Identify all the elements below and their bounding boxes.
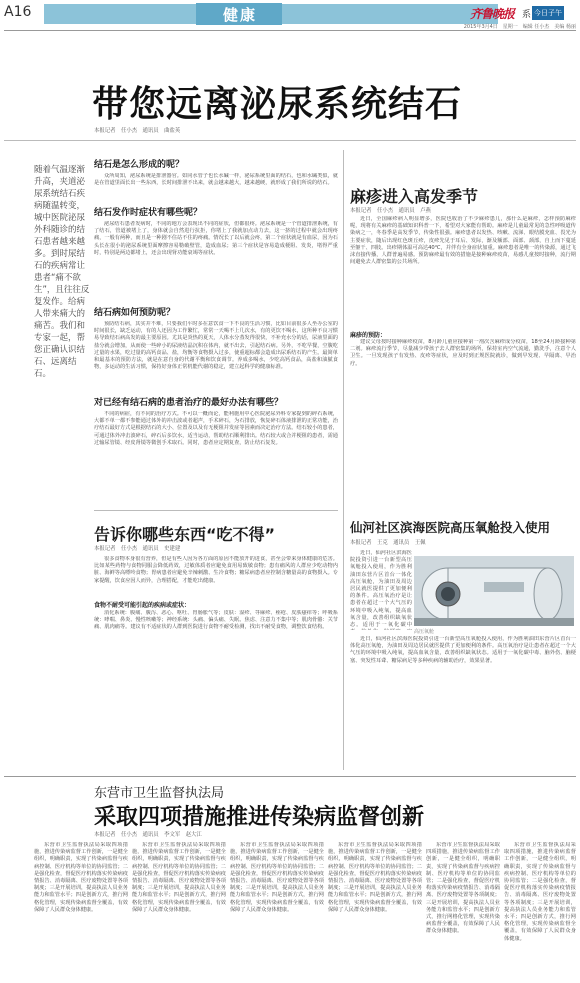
hbo-photo-label: 高压氧舱 <box>414 629 435 635</box>
food-text-2: 消化系统：腹痛、腹泻、恶心、呕吐、胃肠胀气等；皮肤：湿疹、荨麻疹、痤疮、皮肤瘙痒等；呼吸系统：哮喘、鼻炎、慢性咳嗽等；神经系统：头痛、偏头痛、失眠、焦虑、注意力不集中等；肌肉骨骼：关节痛、肌肉痛等。建议有不适症状的人群到医院进行食物不耐受检测，找出不耐受食物，调整饮食结构。 <box>94 610 338 631</box>
inspection-col-1: 东营市卫生监督执法局采取四项措施，推进传染病监督工作创新，一是健全组织，明确职责，实现了传染病监督与疾病控制、医疗机构等单位的协同监管；二是强化检查，督促医疗机构落实传染病疫情报告、消毒隔离、医疗废物处置等各项制度；三是开展培训，提高执法人员业务能力和监管水平；四是创新方式，推行网格化管理，实现传染病监督全覆盖，有效保障了人民群众身体健康。 <box>34 842 128 913</box>
main-text-4: 不同的病症，有不同的治疗方式。不可以一概而论，能利施用中心医院泌尿外科专家提到的碎石系统，大都不单一都不参能通过体外的冲击波或者超声，手术碎石，为石排放，恢复碎石体液排泄的正常功能，治疗结石最好方式是根据结石的大小、位置及以及有无梗阻并发症等因素而决定治疗方法。结石较小的患者，可通过体外冲击波碎石，碎石后多饮水，适当运动，帮助结石顺利排出。结石较大或合并梗阻的患者，需通过输尿管镜、经皮肾镜等微创手术取石。同时，患者应定期复查，防止结石复发。 <box>94 411 338 446</box>
main-byline: 本报记者 任小杰 通讯员 曲盐英 <box>94 128 181 134</box>
measles-text: 近日，全国麻疹病人明显增多，医院也收治了不少麻疹患儿，那什么是麻疹，怎样预防麻疹呢，现将有关麻疹的基础知识科普一下，希望对大家能有帮助。麻疹是儿童最常见的急性呼吸道传染病之一，冬春季是高发季节，传染性很强。麻疹患者以发热、咳嗽、流涕、眼结膜充血、畏光为主要症状，随后出现红色斑丘疹，皮疹先见于耳后、发际，渐及额部、面部、颈部，自上而下蔓延至躯干、四肢。出疹期体温可高达40℃，并伴有全身症状加重。麻疹患者是唯一的传染源，通过飞沫直接传播，人群普遍易感。预防麻疹最有效的措施是接种麻疹疫苗，易感儿童按时接种，流行期间避免去人群密集的公共场所。 <box>350 216 576 266</box>
measles-headline: 麻疹进入高发季节 <box>350 187 479 206</box>
bottom-rule <box>4 776 576 777</box>
inspection-col-2: 东营市卫生监督执法局采取四项措施，推进传染病监督工作创新，一是健全组织，明确职责，实现了传染病监督与疾病控制、医疗机构等单位的协同监管；二是强化检查，督促医疗机构落实传染病疫情报告、消毒隔离、医疗废物处置等各项制度；三是开展培训，提高执法人员业务能力和监管水平；四是创新方式，推行网格化管理，实现传染病监督全覆盖，有效保障了人民群众身体健康。 <box>132 842 226 913</box>
hbo-text-bottom: 近日，仙河社区滨海医院投资引进一台新型高压氧舱投入使用，作为胜利油田东营片区首台一体化高压氧舱，为油田及周边居民就医提供了更加便利的条件。高压氧治疗是让患者在超过一个大气压的环境中吸入纯氧，提高血氧含量，改善组织缺氧状态。适用于一氧化碳中毒、脑外伤、脑梗塞、突发性耳聋、糖尿病足等多种疾病的辅助治疗，效果显著。 <box>350 636 576 664</box>
hbo-photo <box>414 556 574 626</box>
measles-byline: 本报记者 任小杰 通讯员 卢燕 <box>350 208 431 214</box>
brand-suffix: 系 <box>522 10 532 20</box>
section-name: 健康 <box>222 6 257 24</box>
inspection-byline: 本报记者 任小杰 通讯员 李文军 赵大江 <box>94 832 202 838</box>
food-text: 很多食物本身很有营养，但是有些人因为各方面的原因不能放开的进食，甚至会带来身体健康的危害。比如某些药物与食物同服会降低药效，过敏体质者应避免食用易致敏食物；患有痛风的人群应少吃动物内脏、海鲜等高嘌呤食物；胃病患者应避免辛辣刺激、生冷食物；糖尿病患者应控制含糖量高的食物摄入。专家提醒，饮食应因人而异，合理搭配，才能吃出健康。 <box>94 556 338 584</box>
hbo-headline: 仙河社区滨海医院高压氧舱投入使用 <box>350 520 551 535</box>
main-text-1: 众所周知，泌尿系统是排泄器官。如同水管子也长水碱一样，泌尿系统里面的结石，也和水碱类似，就是在管道里面长出一些东西，长时间排泄不出来，就会越来越大，越来越硬，就形成了我们所说的结石。 <box>94 173 338 187</box>
main-headline: 带您远离泌尿系统结石 <box>92 84 463 125</box>
inspection-col-3: 东营市卫生监督执法局采取四项措施，推进传染病监督工作创新，一是健全组织，明确职责，实现了传染病监督与疾病控制、医疗机构等单位的协同监管；二是强化检查，督促医疗机构落实传染病疫情报告、消毒隔离、医疗废物处置等各项制度；三是开展培训，提高执法人员业务能力和监管水平；四是创新方式，推行网格化管理，实现传染病监督全覆盖，有效保障了人民群众身体健康。 <box>230 842 324 913</box>
main-sub-3: 结石病如何预防呢？ <box>94 308 176 318</box>
inspection-headline: 采取四项措施推进传染病监督创新 <box>94 805 425 830</box>
measles-sub-text: 建议父母按时接种麻疹疫苗，8月龄儿童应接种第一剂次含麻疹成分疫苗，18至24月龄接种第二剂。麻疹流行季节，尽量减少带孩子去人群密集的场所，保持室内空气流通，勤洗手，注意个人卫生。一旦发现孩子有发热、皮疹等症状，应及时到正规医院就诊，做到早发现、早隔离、早治疗。 <box>350 339 576 367</box>
column-divider <box>343 150 344 770</box>
brand-name: 齐鲁晚报 <box>470 7 515 21</box>
main-sub-1: 结石是怎么形成的呢？ <box>94 160 185 170</box>
hbo-text-left: 近日，仙河社区滨海医院投资引进一台新型高压氧舱投入使用，作为胜利油田东营片区首台一体化高压氧舱，为油田及周边居民就医提供了更加便利的条件。高压氧治疗是让患者在超过一个大气压的环境中吸入纯氧，提高血氧含量，改善组织缺氧状态。适用于一氧化碳中 <box>350 550 412 629</box>
header-rule <box>4 30 576 31</box>
food-headline: 告诉你哪些东西“吃不得” <box>94 525 276 544</box>
page-header <box>0 0 580 30</box>
inspection-kicker: 东营市卫生监督执法局 <box>94 786 225 801</box>
main-text-2: 泌尿结石患者发病时，不同的地方会表现出不同的症状，但都很疼。泌尿系统是一个管道排泄系统，有了结石，管道被堵上了，身体就会自然进行抗拒，你堵上了我就加点动力去，这一挤的过程中就会出现疼痛，一般有两种，而且是一种剧不住站不住的疼痛。情况长了以后就会疼，第二个症状就是有血尿，因为石头长在很小的泌尿系统里面摩擦容易勒破壁管，造成血尿；第三个症状是容易造成梗阻、发炎，堵得严重时，特别是两边都堵上，还会出现肾功能衰竭等症状。 <box>94 221 338 256</box>
brand-logo <box>470 4 576 24</box>
inspection-col-5: 东营市卫生监督执法局采取四项措施，推进传染病监督工作创新，一是健全组织，明确职责，实现了传染病监督与疾病控制、医疗机构等单位的协同监管；二是强化检查，督促医疗机构落实传染病疫情报告、消毒隔离、医疗废物处置等各项制度；三是开展培训，提高执法人员业务能力和监管水平；四是创新方式，推行网格化管理，实现传染病监督全覆盖，有效保障了人民群众身体健康。 <box>426 842 500 935</box>
brand-badge: 今日子午 <box>532 6 564 20</box>
measles-sub: 麻疹的预防： <box>350 332 387 339</box>
page-number: A16 <box>4 4 32 20</box>
food-sub: 食物不耐受可能引起的疾病或症状： <box>94 602 191 609</box>
food-byline: 本报记者 任小杰 通讯员 史建建 <box>94 546 181 552</box>
main-intro: 随着气温逐渐升高，夹道泌尿系统结石疾病随温转变，城中医院泌尿外科随诊的结石患者越来越多。到时尿结石的疾病常让患者“痛不欲生”，且往往反复发作。给病人带来痛大的痛苦。我们和专家一起，帮您正确认识结石、远离结石。 <box>34 165 90 379</box>
main-sub-2: 结石发作时症状有哪些呢？ <box>94 208 203 218</box>
food-rule <box>94 510 338 511</box>
hbo-byline: 本报记者 王克 通讯员 王佩 <box>350 540 426 546</box>
inspection-col-4: 东营市卫生监督执法局采取四项措施，推进传染病监督工作创新，一是健全组织，明确职责，实现了传染病监督与疾病控制、医疗机构等单位的协同监管；二是强化检查，督促医疗机构落实传染病疫情报告、消毒隔离、医疗废物处置等各项制度；三是开展培训，提高执法人员业务能力和监管水平；四是创新方式，推行网格化管理，实现传染病监督全覆盖，有效保障了人民群众身体健康。 <box>328 842 422 913</box>
main-rule <box>4 140 576 141</box>
main-sub-4: 对已经有结石病的患者治疗的最好办法有哪些？ <box>94 398 284 408</box>
inspection-col-6: 东营市卫生监督执法局采取四项措施，推进传染病监督工作创新，一是健全组织，明确职责，实现了传染病监督与疾病控制、医疗机构等单位的协同监管；二是强化检查，督促医疗机构落实传染病疫情报告、消毒隔离、医疗废物处置等各项制度；三是开展培训，提高执法人员业务能力和监管水平；四是创新方式，推行网格化管理，实现传染病监督全覆盖，有效保障了人民群众身体健康。 <box>504 842 576 942</box>
date-line: 2015年3月4日 星期一 编辑 任小杰 美编 杨丽 <box>463 24 576 30</box>
main-text-3: 预防结石病，其实并不难，只要我们平时多在意饮食一下不良的生活习惯，比如目前很多人坐办公室的时间很长，缺乏运动，有的人还因为工作繁忙，常常一天喝不上几次水，有的更饮不喝水，这所种不良习惯易导致结石病高发的最主要原因。尤其是炎热的夏天，人体水分蒸发得很快，不补充水分的话，尿液里面的盐分就会增加，从而使一些碎小的尿液结晶沉积在体内，就不出去，引起结石病。另外，不吃早餐，空腹吃过量的水果，吃过量的高钙食品、盐，均衡等食物摄入过多，使重超标都会造成出尿系结石的产生。最简单和最基本的预防方法，就是在意自身的代谢平衡和饮食调节。养成多喝水，少吃高钙食品，高盐和油腻食物，多运动的生活习惯，保持好身体正常机能代谢的稳定，建立起科学的健康标准。 <box>94 321 338 371</box>
hyperbaric-chamber-icon <box>414 556 574 626</box>
